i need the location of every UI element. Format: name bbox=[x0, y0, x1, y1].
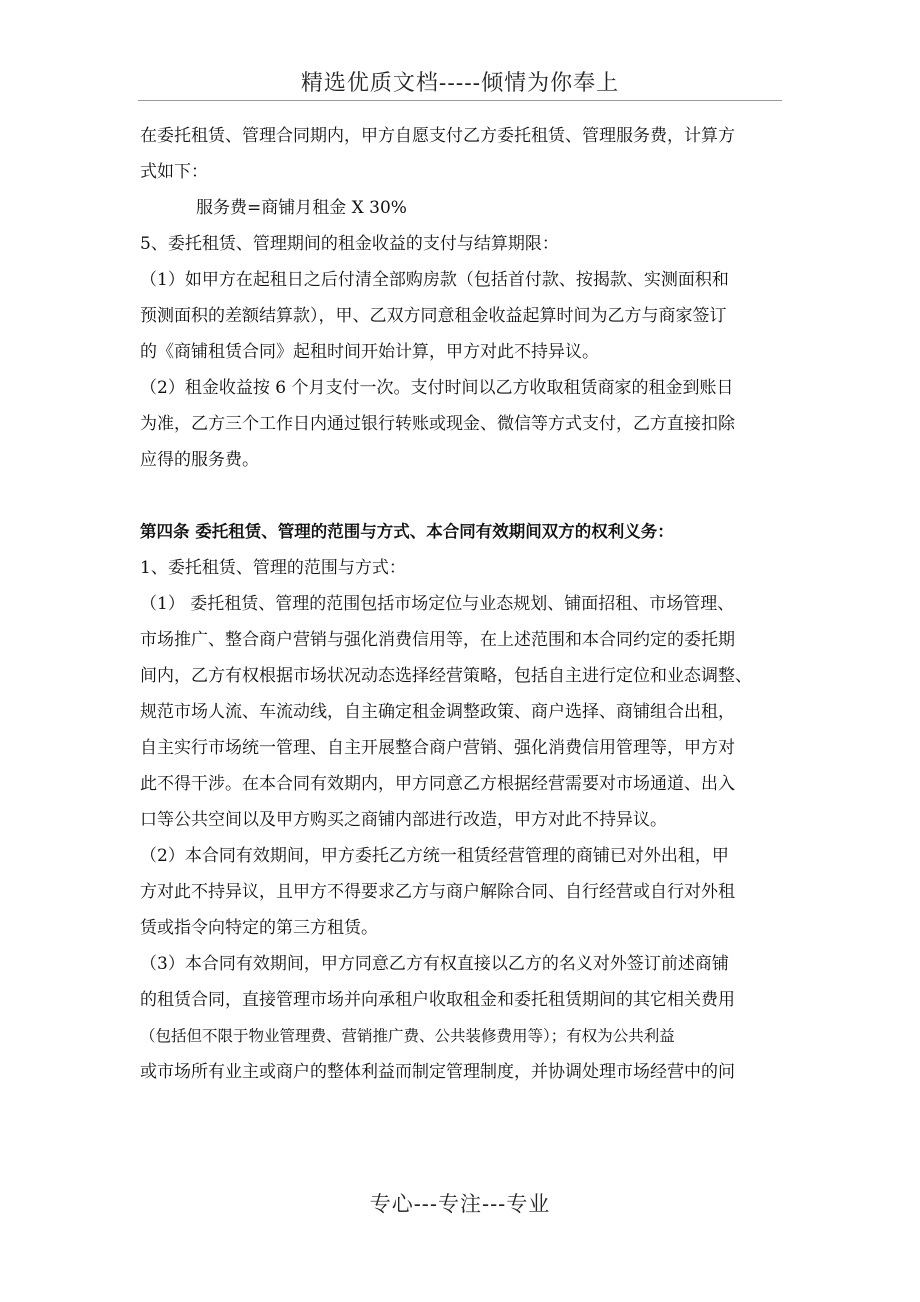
paragraph-line: 应得的服务费。 bbox=[140, 450, 259, 470]
paragraph-gap bbox=[140, 478, 785, 514]
paragraph-line: 口等公共空间以及甲方购买之商铺内部进行改造，甲方对此不持异议。 bbox=[140, 810, 667, 830]
paragraph-line: 在委托租赁、管理合同期内，甲方自愿支付乙方委托租赁、管理服务费，计算方 bbox=[140, 126, 735, 146]
header-rule bbox=[138, 100, 782, 101]
page-header: 精选优质文档-----倾情为你奉上 bbox=[300, 71, 620, 96]
paragraph-line: 规范市场人流、车流动线，自主确定租金调整政策、商户选择、商铺组合出租， bbox=[140, 702, 735, 722]
paragraph-line: （2）租金收益按 6 个月支付一次。支付时间以乙方收取租赁商家的租金到账日 bbox=[140, 378, 734, 398]
formula-line: 服务费=商铺月租金 X 30% bbox=[196, 198, 407, 218]
paragraph-line: 式如下： bbox=[140, 162, 208, 182]
paragraph-line: 此不得干涉。在本合同有效期内，甲方同意乙方根据经营需要对市场通道、出入 bbox=[140, 774, 735, 794]
paragraph-line: （2）本合同有效期间，甲方委托乙方统一租赁经营管理的商铺已对外出租，甲 bbox=[140, 846, 729, 866]
section-item: 5、委托租赁、管理期间的租金收益的支付与结算期限： bbox=[140, 234, 559, 254]
paragraph-line: 方对此不持异议，且甲方不得要求乙方与商户解除合同、自行经营或自行对外租 bbox=[140, 882, 735, 902]
paragraph-line: （3）本合同有效期间，甲方同意乙方有权直接以乙方的名义对外签订前述商铺 bbox=[140, 954, 729, 974]
paragraph-line: 自主实行市场统一管理、自主开展整合商户营销、强化消费信用管理等，甲方对 bbox=[140, 738, 735, 758]
paragraph-line: （包括但不限于物业管理费、营销推广费、公共装修费用等）；有权为公共利益 bbox=[140, 1027, 675, 1045]
article-heading: 第四条 委托租赁、管理的范围与方式、本合同有效期间双方的权利义务： bbox=[140, 522, 674, 541]
paragraph-line: 市场推广、整合商户营销与强化消费信用等，在上述范围和本合同约定的委托期 bbox=[140, 630, 735, 650]
page-footer: 专心---专注---专业 bbox=[369, 1192, 551, 1216]
paragraph-line: 的租赁合同，直接管理市场并向承租户收取租金和委托租赁期间的其它相关费用 bbox=[140, 990, 735, 1010]
paragraph-line: 为准，乙方三个工作日内通过银行转账或现金、微信等方式支付，乙方直接扣除 bbox=[140, 414, 735, 434]
paragraph-line: 的《商铺租赁合同》起租时间开始计算，甲方对此不持异议。 bbox=[140, 342, 599, 362]
paragraph-line: 间内，乙方有权根据市场状况动态选择经营策略，包括自主进行定位和业态调整、 bbox=[140, 666, 752, 686]
paragraph-line: （1）如甲方在起租日之后付清全部购房款（包括首付款、按揭款、实测面积和 bbox=[140, 270, 729, 290]
section-item: 1、委托租赁、管理的范围与方式： bbox=[140, 558, 406, 578]
paragraph-line: 赁或指令向特定的第三方租赁。 bbox=[140, 918, 378, 938]
paragraph-line: （1） 委托租赁、管理的范围包括市场定位与业态规划、铺面招租、市场管理、 bbox=[140, 594, 735, 614]
document-body bbox=[140, 118, 785, 1090]
paragraph-line: 或市场所有业主或商户的整体利益而制定管理制度，并协调处理市场经营中的问 bbox=[140, 1062, 735, 1082]
paragraph-line: 预测面积的差额结算款），甲、乙双方同意租金收益起算时间为乙方与商家签订 bbox=[140, 306, 727, 326]
